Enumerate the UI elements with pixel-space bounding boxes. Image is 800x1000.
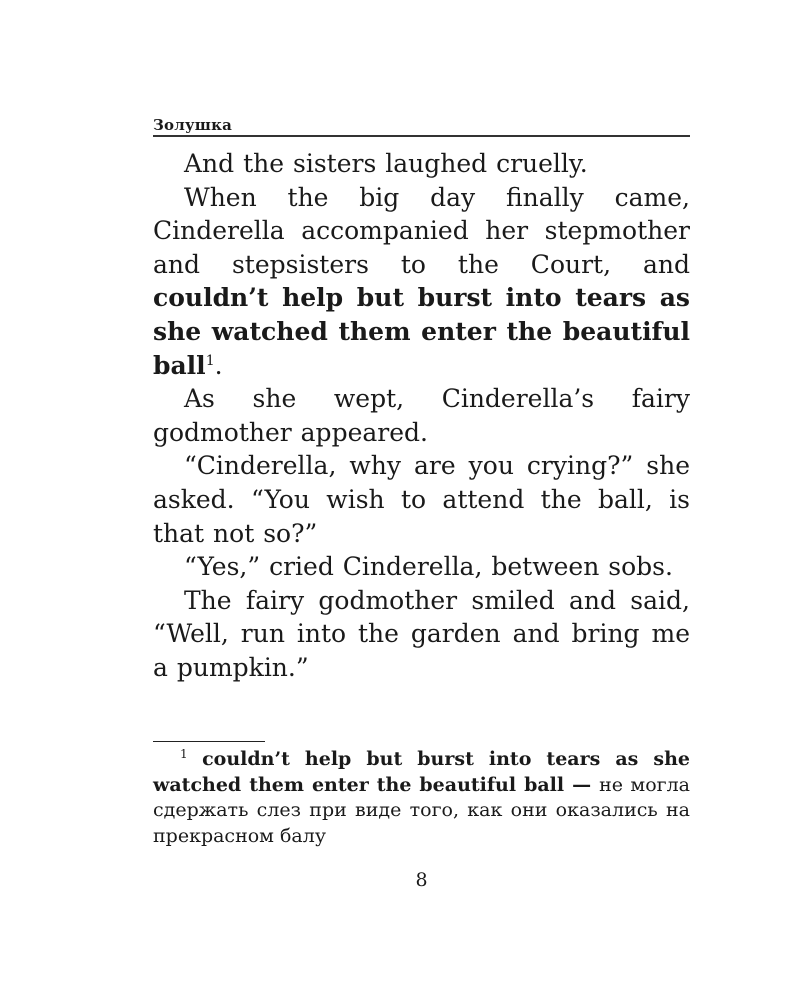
- paragraph-text: And the sisters laughed cruelly.: [184, 149, 588, 178]
- glossed-phrase: couldn’t help but burst into tears as she watched them enter the beautiful ball: [153, 283, 690, 380]
- body-text: [153, 147, 690, 685]
- paragraph-text: The fairy godmother smiled and said, “Well, run into the garden and bring me a pumpkin.”: [153, 585, 690, 682]
- paragraph-text: When the big day finally came, Cinderella accompanied her stepmother and stepsisters to the Court, and: [153, 182, 690, 279]
- footnote-term: couldn’t help but burst into tears as she watched them enter the beautiful ball: [153, 748, 690, 796]
- page-number: 8: [415, 869, 428, 891]
- paragraph: [153, 550, 690, 584]
- paragraph: [153, 584, 690, 685]
- footnote-separator: [153, 741, 265, 742]
- paragraph-text: “Cinderella, why are you crying?” she asked. “You wish to attend the ball, is that not so?”: [153, 451, 690, 548]
- paragraph: [153, 449, 690, 550]
- footnote-marker: 1: [180, 747, 188, 761]
- paragraph-text: As she wept, Cinderella’s fairy godmother appeared.: [153, 384, 690, 447]
- paragraph: [153, 382, 690, 449]
- paragraph-text: .: [214, 350, 223, 380]
- footnote-translation: не могла сдержать слез при виде того, как они оказались на прекрасном балу: [153, 773, 690, 847]
- paragraph: [153, 147, 690, 181]
- footnote-reference: 1: [205, 352, 215, 369]
- running-head: [153, 115, 690, 137]
- paragraph-text: “Yes,” cried Cinderella, between sobs.: [184, 552, 673, 582]
- footnote: [153, 747, 690, 849]
- running-head-title: Золушка: [153, 116, 233, 134]
- paragraph: [153, 181, 690, 383]
- footnote-dash: —: [564, 773, 600, 796]
